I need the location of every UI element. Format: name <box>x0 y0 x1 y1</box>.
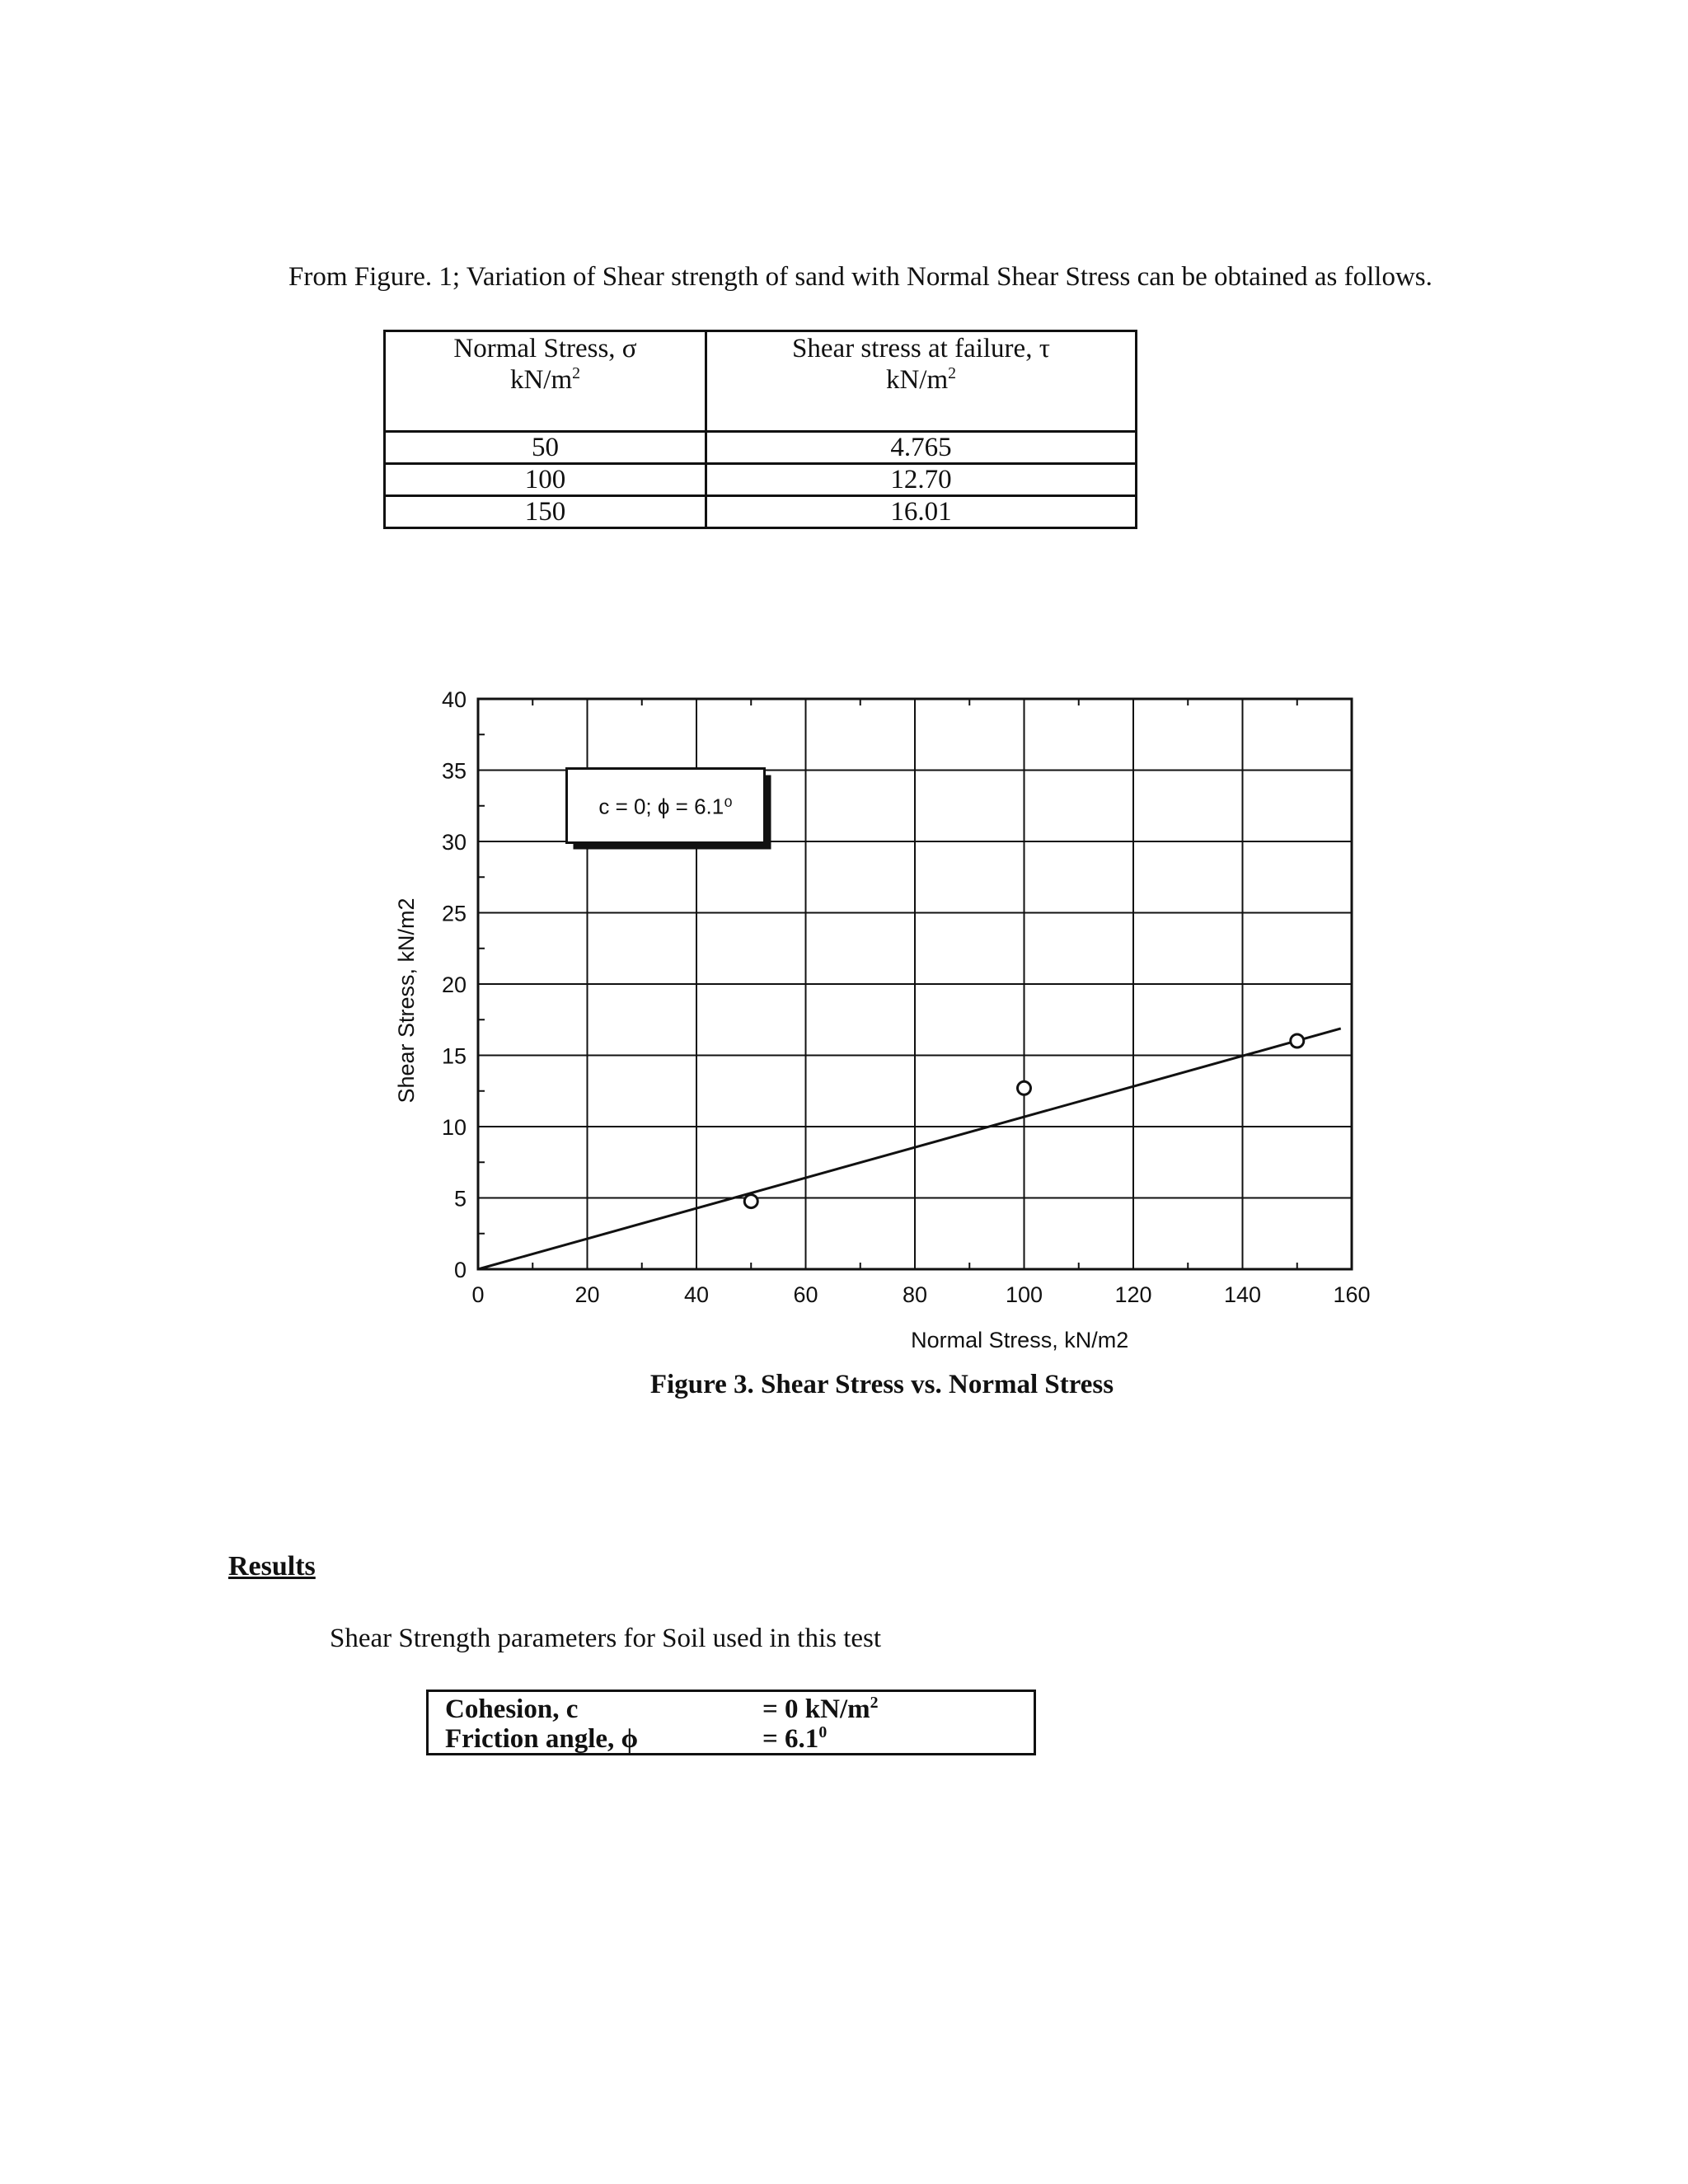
params-intro: Shear Strength parameters for Soil used in this test <box>330 1624 882 1653</box>
header-shear-stress-unit: $kN/m^2$ <box>885 363 957 395</box>
table-cell: 100 <box>385 464 706 496</box>
x-tick-label: 0 <box>471 1282 485 1307</box>
x-tick-label: 80 <box>902 1282 928 1307</box>
header-normal-stress-unit: $kN/m^2$ <box>509 363 581 395</box>
data-point <box>1291 1034 1304 1047</box>
table-cell: 12.70 <box>706 464 1137 496</box>
x-tick-label: 40 <box>683 1282 710 1307</box>
x-tick-label: 60 <box>793 1282 818 1307</box>
results-heading: Results <box>228 1551 316 1582</box>
header-shear-stress-label: Shear stress at failure, τ <box>792 334 1050 363</box>
y-tick-label: 5 <box>453 1186 467 1212</box>
header-shear-stress <box>706 331 1137 432</box>
y-tick-label: 20 <box>441 972 467 997</box>
x-tick-label: 100 <box>1005 1282 1043 1307</box>
data-point <box>744 1195 757 1208</box>
trendline <box>478 1029 1341 1269</box>
header-normal-stress <box>385 331 706 432</box>
x-tick-label: 20 <box>574 1282 600 1307</box>
table-header-row <box>385 331 1137 432</box>
table-row <box>385 464 1137 496</box>
intro-text: From Figure. 1; Variation of Shear strength of sand with Normal Shear Stress can be obtained as follows. <box>288 262 1432 292</box>
y-tick-label: 10 <box>441 1115 467 1140</box>
y-tick-label: 15 <box>441 1043 467 1069</box>
x-axis-label: Normal Stress, kN/m2 <box>911 1328 1129 1352</box>
y-tick-label: 0 <box>453 1258 467 1282</box>
y-tick-label: 25 <box>441 901 467 926</box>
y-tick-label: 30 <box>441 830 467 855</box>
y-tick-label: 40 <box>441 687 467 712</box>
shear-chart <box>363 668 1385 1364</box>
param-label: Cohesion, c <box>445 1694 579 1724</box>
table-cell: 50 <box>385 432 706 464</box>
param-value: = $6.1^0$ <box>762 1723 828 1754</box>
param-row-cohesion <box>445 1694 879 1725</box>
y-tick-label: 35 <box>441 758 467 784</box>
chart-svg <box>363 668 1385 1360</box>
annotation-text: c = 0; ϕ = 6.1⁰ <box>598 794 733 819</box>
param-label: Friction angle, ϕ <box>445 1724 639 1754</box>
x-tick-label: 160 <box>1333 1282 1371 1307</box>
param-value: = 0 $kN/m^2$ <box>762 1694 879 1724</box>
header-normal-stress-label: Normal Stress, σ <box>453 334 637 363</box>
table-row <box>385 432 1137 464</box>
x-tick-label: 120 <box>1114 1282 1152 1307</box>
stress-table <box>383 330 1137 529</box>
table-cell: 16.01 <box>706 496 1137 528</box>
table-cell: 150 <box>385 496 706 528</box>
param-row-friction-angle <box>445 1723 828 1755</box>
y-axis-label: Shear Stress, kN/m2 <box>394 898 419 1104</box>
figure-caption: Figure 3. Shear Stress vs. Normal Stress <box>649 1370 1114 1399</box>
table-cell: 4.765 <box>706 432 1137 464</box>
table-row <box>385 496 1137 528</box>
data-point <box>1018 1081 1031 1094</box>
x-tick-label: 140 <box>1223 1282 1262 1307</box>
params-box <box>426 1690 1036 1755</box>
